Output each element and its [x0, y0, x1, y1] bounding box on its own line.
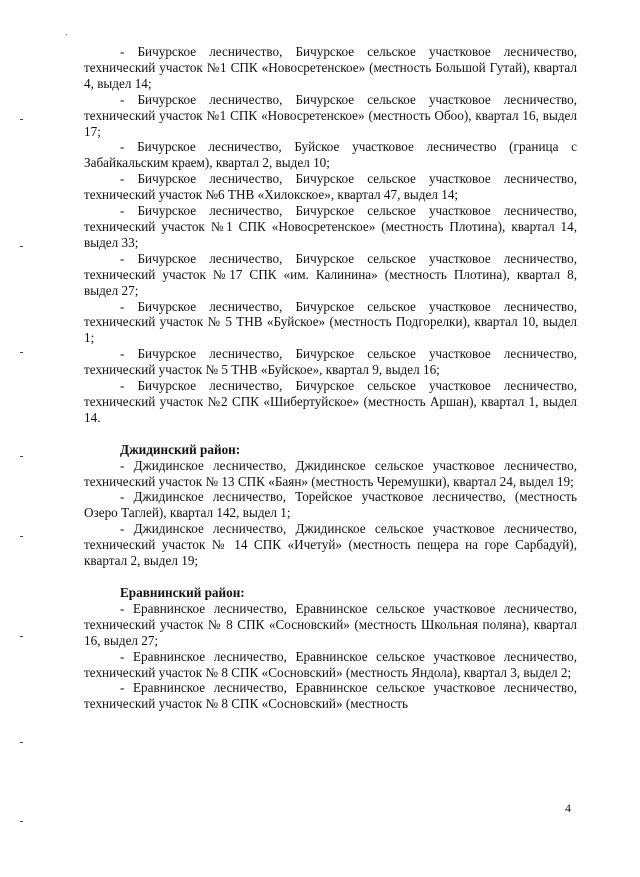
bichura-list [84, 44, 577, 426]
eravna-list [84, 601, 577, 712]
margin-mark [20, 119, 23, 120]
margin-mark [20, 352, 23, 353]
list-item: - Еравнинское лесничество, Еравнинское сельское участковое лесничество, технический участок № 8 СПК «Сосновский» (местность Школьная поляна), квартал 16, выдел 27; [84, 600, 577, 648]
margin-mark [20, 456, 23, 457]
section-title-eravna: Еравнинский район: [120, 585, 245, 600]
page-number: 4 [565, 801, 571, 815]
list-item: - Джидинское лесничество, Торейское участковое лесничество, (местность Озеро Таглей), квартал 142, выдел 1; [84, 489, 577, 521]
scan-speck [66, 34, 67, 35]
section-title-dzhida: Джидинский район: [120, 441, 241, 457]
list-item: - Бичурское лесничество, Бичурское сельское участковое лесничество, технический участок № 5 ТНВ «Буйское», квартал 9, выдел 16; [84, 346, 577, 378]
list-item: - Еравнинское лесничество, Еравнинское сельское участковое лесничество, технический участок № 8 СПК «Сосновский» (местность [84, 680, 577, 712]
list-item: - Бичурское лесничество, Бичурское сельское участковое лесничество, технический участок №1 СПК «Новосретенское» (местность Обоо), квартал 16, выдел 17; [84, 91, 577, 139]
list-item: - Бичурское лесничество, Бичурское сельское участковое лесничество, технический участок №2 СПК «Шибертуйское» (местность Аршан), квартал 1, выдел 14. [84, 378, 577, 425]
list-item: - Бичурское лесничество, Буйское участковое лесничество (граница с Забайкальским краем), квартал 2, выдел 10; [84, 139, 577, 171]
list-item: - Бичурское лесничество, Бичурское сельское участковое лесничество, технический участок №17 СПК «им. Калинина» (местность Плотина), квартал 8, выдел 27; [84, 250, 577, 298]
dzhida-list [84, 458, 577, 569]
margin-mark [20, 536, 23, 537]
list-item: - Джидинское лесничество, Джидинское сельское участковое лесничество, технический участок № 13 СПК «Баян» (местность Черемушки), квартал 24, выдел 19; [84, 457, 577, 489]
list-item: - Бичурское лесничество, Бичурское сельское участковое лесничество, технический участок №1 СПК «Новосретенское» (местность Плотина), квартал 14, выдел 33; [84, 203, 577, 250]
margin-mark [20, 636, 23, 637]
margin-mark [20, 821, 23, 822]
margin-mark [20, 246, 23, 247]
list-item: - Еравнинское лесничество, Еравнинское сельское участковое лесничество, технический участок № 8 СПК «Сосновский» (местность Яндола), квартал 3, выдел 2; [84, 648, 577, 680]
margin-mark [20, 742, 23, 743]
list-item: - Бичурское лесничество, Бичурское сельское участковое лесничество, технический участок №1 СПК «Новосретенское» (местность Большой Гутай), квартал 4, выдел 14; [84, 44, 577, 91]
list-item: - Бичурское лесничество, Бичурское сельское участковое лесничество, технический участок №6 ТНВ «Хилокское», квартал 47, выдел 14; [84, 171, 577, 203]
list-item: - Бичурское лесничество, Бичурское сельское участковое лесничество, технический участок № 5 ТНВ «Буйское» (местность Подгорелки), квартал 10, выдел 1; [84, 298, 577, 346]
document-body [84, 44, 577, 712]
list-item: - Джидинское лесничество, Джидинское сельское участковое лесничество, технический участок № 14 СПК «Ичетуй» (местность пещера на горе Сарбадуй), квартал 2, выдел 19; [84, 521, 577, 569]
